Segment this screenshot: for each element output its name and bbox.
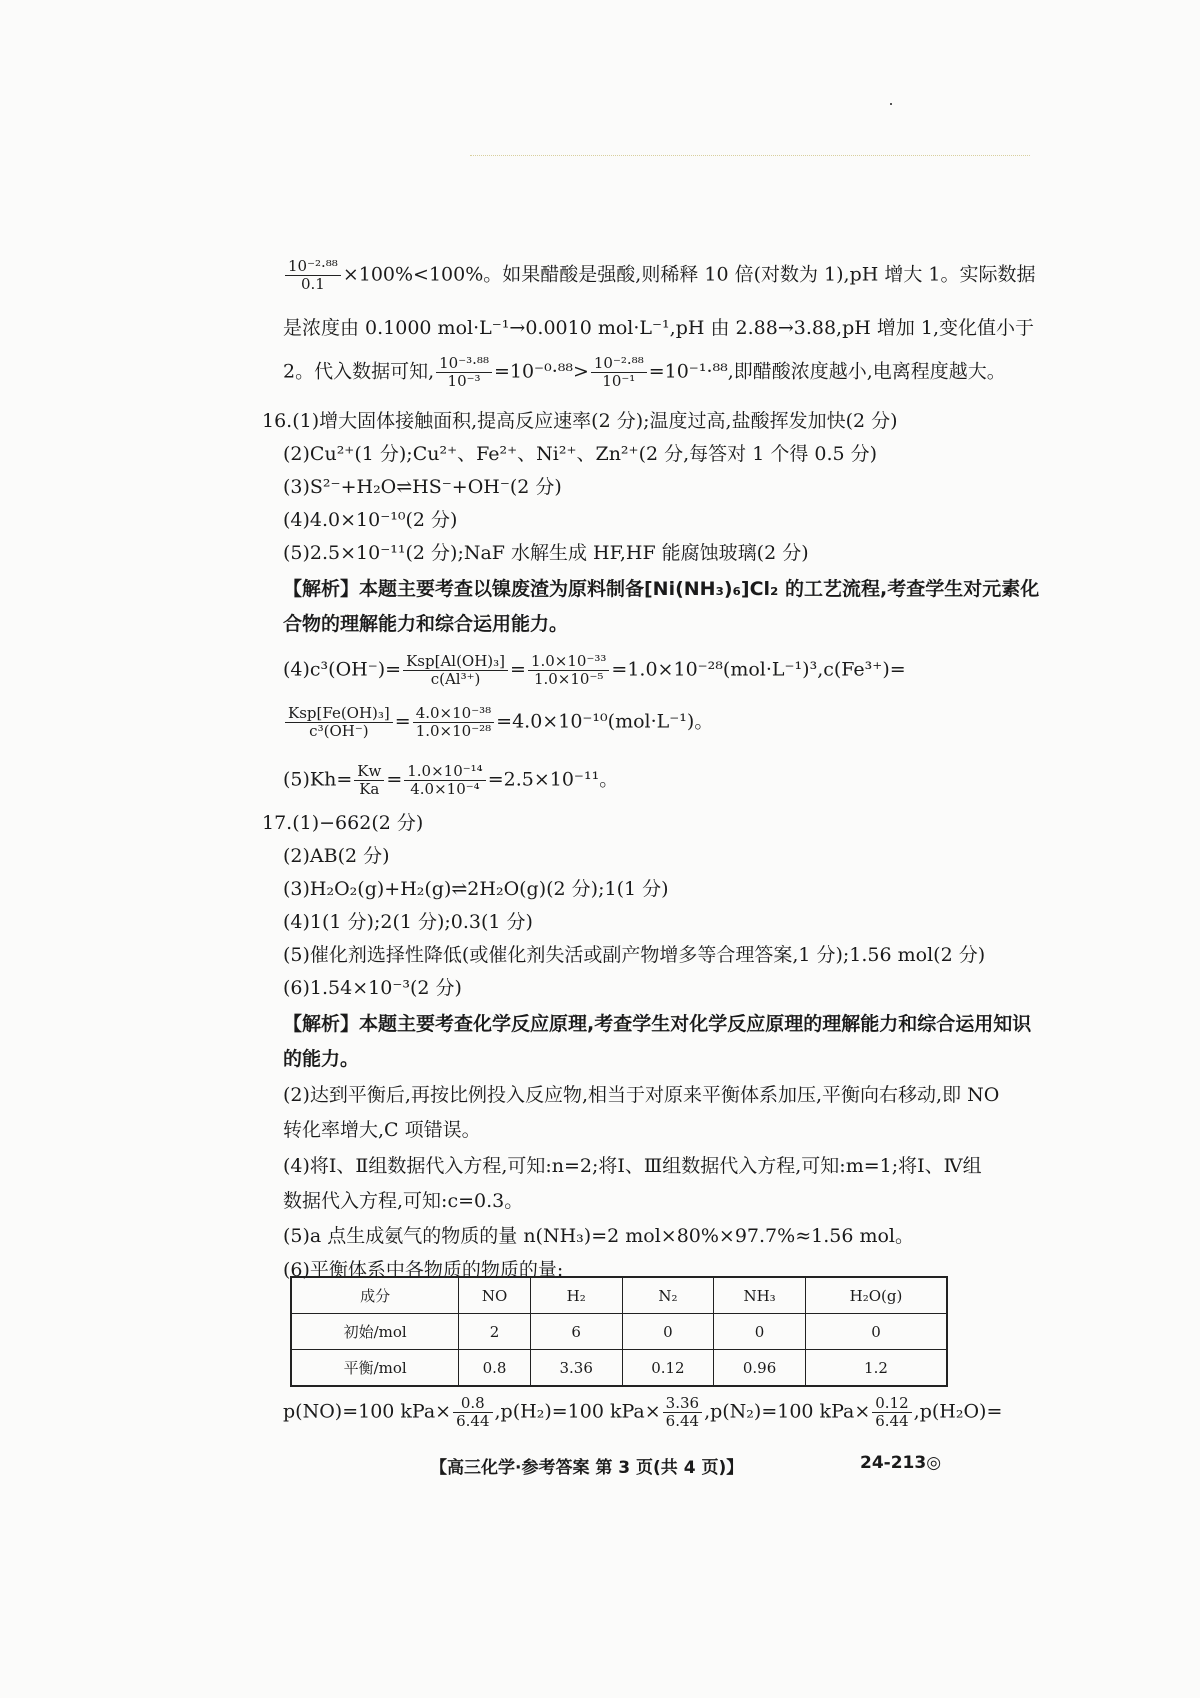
q16-answer-2: (2)Cu²⁺(1 分);Cu²⁺、Fe²⁺、Ni²⁺、Zn²⁺(2 分,每答对 1 个得 0.5 分)	[283, 443, 878, 465]
table-cell: 0	[805, 1314, 947, 1350]
table-cell: 0.12	[622, 1350, 714, 1387]
q17-explain-5: (5)a 点生成氨气的物质的量 n(NH₃)=2 mol×80%×97.7%≈1.56 mol。	[283, 1225, 914, 1247]
scan-speck	[890, 103, 892, 105]
table-row	[291, 1350, 947, 1387]
q16-answer-5: (5)2.5×10⁻¹¹(2 分);NaF 水解生成 HF,HF 能腐蚀玻璃(2 分)	[283, 542, 809, 564]
q17-answer-2: (2)AB(2 分)	[283, 845, 390, 867]
q17-answer-5: (5)催化剂选择性降低(或催化剂失活或副产物增多等合理答案,1 分);1.56 mol(2 分)	[283, 944, 986, 966]
q17-explain-4a: (4)将Ⅰ、Ⅱ组数据代入方程,可知:n=2;将Ⅰ、Ⅲ组数据代入方程,可知:m=1;将Ⅰ、Ⅳ组	[283, 1155, 982, 1177]
fraction: $\frac{\text{10⁻²·⁸⁸}}{\text{10⁻¹}}$	[591, 355, 647, 390]
q16-answer-3: (3)S²⁻+H₂O⇌HS⁻+OH⁻(2 分)	[283, 476, 562, 498]
fraction: $\frac{\text{10⁻²·⁸⁸}}{0.1}$	[285, 258, 341, 293]
fraction: $\frac{\text{Ksp[Al(OH)₃]}}{\text{c(Al³⁺)}}$	[403, 653, 508, 688]
fraction: $\frac{\text{4.0×10⁻³⁸}}{\text{1.0×10⁻²⁸}}$	[413, 705, 494, 740]
table-cell: 初始/mol	[291, 1314, 459, 1350]
fraction: $\frac{\text{10⁻³·⁸⁸}}{\text{10⁻³}}$	[436, 355, 492, 390]
fraction: $\frac{\text{Ksp[Fe(OH)₃]}}{\text{c³(OH⁻)}}$	[285, 705, 393, 740]
table-cell: 6	[530, 1314, 622, 1350]
footer-code: 24-213◎	[860, 1453, 942, 1473]
table-cell: 2	[459, 1314, 531, 1350]
fraction: $\frac{0.12}{6.44}$	[872, 1395, 911, 1430]
table-header-row	[291, 1277, 947, 1314]
q16-explain-5: (5)Kh= $\frac{Kw}{Ka}$ = $\frac{\text{1.0×10⁻¹⁴}}{\text{4.0×10⁻⁴}}$ =2.5×10⁻¹¹。	[283, 762, 619, 798]
q16-explain-4a: (4)c³(OH⁻)= $\frac{\text{Ksp[Al(OH)₃]}}{\text{c(Al³⁺)}}$ = $\frac{\text{1.0×10⁻³³}}{\text{1.0×10⁻⁵}}$ =1.0×10⁻²⁸(mol·L⁻¹)³,c(Fe³⁺)=	[283, 652, 906, 688]
s15-line-2: 是浓度由 0.1000 mol·L⁻¹→0.0010 mol·L⁻¹,pH 由 2.88→3.88,pH 增加 1,变化值小于	[283, 317, 1035, 339]
scan-top-line	[470, 155, 1030, 156]
table-cell: 0.8	[459, 1350, 531, 1387]
q17-answer-3: (3)H₂O₂(g)+H₂(g)⇌2H₂O(g)(2 分);1(1 分)	[283, 878, 669, 900]
fraction: $\frac{3.36}{6.44}$	[663, 1395, 702, 1430]
fraction: $\frac{\text{1.0×10⁻¹⁴}}{\text{4.0×10⁻⁴}}$	[404, 763, 485, 798]
q16-answer-1: 16.(1)增大固体接触面积,提高反应速率(2 分);温度过高,盐酸挥发加快(2 分)	[262, 410, 898, 432]
q17-analysis-1: 【解析】本题主要考查化学反应原理,考查学生对化学反应原理的理解能力和综合运用知识	[283, 1013, 1032, 1035]
table-cell: 0	[714, 1314, 806, 1350]
q17-answer-4: (4)1(1 分);2(1 分);0.3(1 分)	[283, 911, 533, 933]
q17-explain-6: (6)平衡体系中各物质的物质的量:	[283, 1259, 564, 1281]
s15-line-3: 2。代入数据可知, $\frac{\text{10⁻³·⁸⁸}}{\text{10⁻³}}$ =10⁻⁰·⁸⁸> $\frac{\text{10⁻²·⁸⁸}}{\text{10⁻¹}}$ =10⁻¹·⁸⁸,即醋酸浓度越小,电离程度越大。	[283, 354, 1006, 390]
q17-explain-2b: 转化率增大,C 项错误。	[283, 1119, 481, 1141]
fraction: $\frac{\text{1.0×10⁻³³}}{\text{1.0×10⁻⁵}}$	[528, 653, 609, 688]
partial-pressure-line: p(NO)=100 kPa× $\frac{0.8}{6.44}$ ,p(H₂)=100 kPa× $\frac{3.36}{6.44}$ ,p(N₂)=100 kPa× $\frac{0.12}{6.44}$ ,p(H₂O)=	[283, 1394, 1003, 1430]
q17-answer-1: 17.(1)−662(2 分)	[262, 812, 424, 834]
footer-title: 【高三化学·参考答案 第 3 页(共 4 页)】	[430, 1458, 744, 1478]
table-header-cell: H₂	[530, 1277, 622, 1314]
q17-explain-4b: 数据代入方程,可知:c=0.3。	[283, 1190, 524, 1212]
q16-answer-4: (4)4.0×10⁻¹⁰(2 分)	[283, 509, 458, 531]
equilibrium-table	[290, 1276, 948, 1387]
q17-analysis-2: 的能力。	[283, 1048, 360, 1070]
table-cell: 0	[622, 1314, 714, 1350]
q16-analysis-2: 合物的理解能力和综合运用能力。	[283, 613, 569, 635]
table-header-cell: NO	[459, 1277, 531, 1314]
q17-explain-2a: (2)达到平衡后,再按比例投入反应物,相当于对原来平衡体系加压,平衡向右移动,即 NO	[283, 1084, 1000, 1106]
table-header-cell: NH₃	[714, 1277, 806, 1314]
table-row	[291, 1314, 947, 1350]
table-cell: 平衡/mol	[291, 1350, 459, 1387]
table-cell: 0.96	[714, 1350, 806, 1387]
s15-line-1: $\frac{\text{10⁻²·⁸⁸}}{0.1}$ ×100%<100%。如果醋酸是强酸,则稀释 10 倍(对数为 1),pH 增大 1。实际数据	[283, 258, 1035, 293]
table-cell: 3.36	[530, 1350, 622, 1387]
table-cell: 1.2	[805, 1350, 947, 1387]
fraction: $\frac{Kw}{Ka}$	[354, 763, 384, 798]
q16-explain-4b: $\frac{\text{Ksp[Fe(OH)₃]}}{\text{c³(OH⁻)}}$ = $\frac{\text{4.0×10⁻³⁸}}{\text{1.0×10⁻²⁸}}$ =4.0×10⁻¹⁰(mol·L⁻¹)。	[283, 705, 713, 740]
table-header-cell: 成分	[291, 1277, 459, 1314]
table-header-cell: N₂	[622, 1277, 714, 1314]
fraction: $\frac{0.8}{6.44}$	[453, 1395, 492, 1430]
q17-answer-6: (6)1.54×10⁻³(2 分)	[283, 977, 462, 999]
q16-analysis-1: 【解析】本题主要考查以镍废渣为原料制备[Ni(NH₃)₆]Cl₂ 的工艺流程,考查学生对元素化	[283, 578, 1040, 600]
table-header-cell: H₂O(g)	[805, 1277, 947, 1314]
